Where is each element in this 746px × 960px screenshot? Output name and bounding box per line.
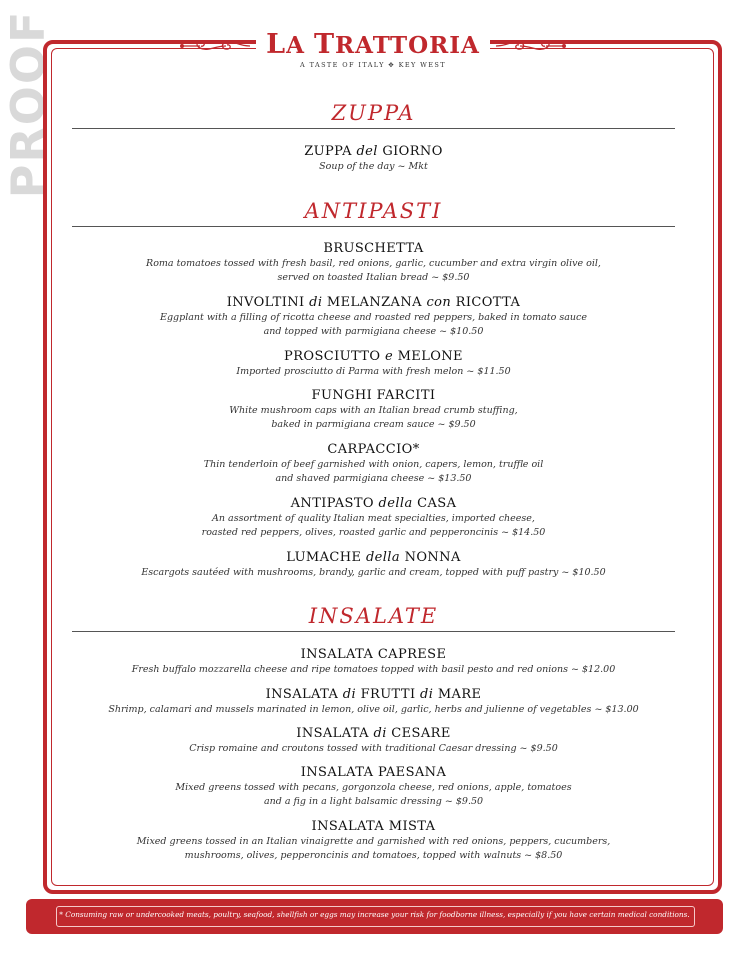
menu-item-name bbox=[72, 818, 675, 835]
flourish-right-icon bbox=[494, 38, 568, 54]
menu-item-name-italic: della bbox=[378, 496, 413, 511]
menu-item-name-part: RICOTTA bbox=[451, 295, 521, 310]
section-divider bbox=[72, 226, 675, 227]
menu-item-name bbox=[72, 348, 675, 365]
menu-item-name-italic: di bbox=[420, 687, 434, 702]
menu-item-description: Shrimp, calamari and mussels marinated in lemon, olive oil, garlic, herbs and julienne of vegetables ~ $13.00 bbox=[108, 704, 639, 715]
section-insalate bbox=[72, 603, 675, 632]
menu-item bbox=[72, 725, 675, 756]
menu-item-name bbox=[72, 143, 675, 160]
menu-item-name-part: MELONE bbox=[393, 349, 463, 364]
menu-item-name-part: NONNA bbox=[400, 550, 461, 565]
menu-item-name bbox=[72, 764, 675, 781]
menu-item-name-part: INVOLTINI bbox=[226, 295, 310, 310]
menu-item-name bbox=[72, 686, 675, 703]
menu-item bbox=[72, 348, 675, 379]
restaurant-tagline: A TASTE OF ITALY ✥ KEY WEST bbox=[300, 61, 446, 69]
disclaimer-text: * Consuming raw or undercooked meats, poultry, seafood, shellfish or eggs may increase your risk for foodborne illness, especially if you have certain medical conditions. bbox=[59, 910, 690, 919]
menu-item-name-italic: di bbox=[342, 687, 357, 702]
menu-item-name bbox=[72, 240, 675, 257]
section-title: INSALATE bbox=[308, 604, 439, 628]
menu-item-name bbox=[72, 549, 675, 566]
restaurant-name bbox=[266, 29, 480, 60]
menu-item-name-part: MARE bbox=[433, 687, 482, 702]
section-title: ZUPPA bbox=[331, 101, 416, 125]
menu-item-name-part: FUNGHI FARCITI bbox=[311, 388, 436, 403]
menu-item-description: Mixed greens tossed with pecans, gorgonzola cheese, red onions, apple, tomatoes bbox=[175, 782, 572, 793]
menu-item bbox=[72, 240, 675, 285]
menu-item-description: Crisp romaine and croutons tossed with traditional Caesar dressing ~ $9.50 bbox=[189, 743, 558, 754]
section-zuppa bbox=[72, 100, 675, 129]
logo-box bbox=[256, 28, 490, 69]
menu-item bbox=[72, 387, 675, 432]
menu-item-name-italic: e bbox=[384, 349, 394, 364]
menu-item-description: and a fig in a light balsamic dressing ~ $9.50 bbox=[263, 796, 484, 807]
menu-item-name-part: ZUPPA bbox=[304, 144, 357, 159]
menu-item-description: roasted red peppers, olives, roasted garlic and pepperoncinis ~ $14.50 bbox=[201, 527, 546, 538]
menu-item-description: mushrooms, olives, pepperoncinis and tomatoes, topped with walnuts ~ $8.50 bbox=[184, 850, 563, 861]
menu-item-name-italic: con bbox=[426, 295, 452, 310]
menu-item-name bbox=[72, 495, 675, 512]
menu-item-name-part: INSALATA bbox=[296, 726, 374, 741]
menu-item-name-part: GIORNO bbox=[377, 144, 443, 159]
menu-item bbox=[72, 143, 675, 174]
menu-item-name-part: CARPACCIO* bbox=[327, 442, 420, 457]
logo-text-rattoria: RATTORIA bbox=[335, 32, 480, 59]
menu-item-description: Soup of the day ~ Mkt bbox=[319, 161, 428, 172]
logo-letter-t: T bbox=[313, 29, 336, 60]
menu-item-description: Roma tomatoes tossed with fresh basil, red onions, garlic, cucumber and extra virgin olive oil, bbox=[146, 258, 601, 269]
menu-item-description: Fresh buffalo mozzarella cheese and ripe tomatoes topped with basil pesto and red onions ~ $12.00 bbox=[131, 664, 616, 675]
menu-item-name-italic: di bbox=[309, 295, 323, 310]
menu-item-name bbox=[72, 387, 675, 404]
menu-item-description: An assortment of quality Italian meat specialties, imported cheese, bbox=[212, 513, 535, 524]
menu-item-name-italic: di bbox=[373, 726, 387, 741]
section-antipasti bbox=[72, 198, 675, 227]
menu-item-name bbox=[72, 441, 675, 458]
menu-item-name-part: LUMACHE bbox=[286, 550, 366, 565]
menu-item-name-part: INSALATA CAPRESE bbox=[300, 647, 447, 662]
menu-item bbox=[72, 495, 675, 540]
menu-item-description: baked in parmigiana cream sauce ~ $9.50 bbox=[271, 419, 476, 430]
menu-item bbox=[72, 764, 675, 809]
menu-item-description: Thin tenderloin of beef garnished with onion, capers, lemon, truffle oil bbox=[203, 459, 544, 470]
logo-text-a: A bbox=[286, 32, 314, 59]
menu-item bbox=[72, 549, 675, 580]
restaurant-logo bbox=[0, 28, 746, 76]
menu-item bbox=[72, 818, 675, 863]
menu-item-description: served on toasted Italian bread ~ $9.50 bbox=[277, 272, 470, 283]
menu-item bbox=[72, 686, 675, 717]
menu-item-name-italic: della bbox=[365, 550, 401, 565]
menu-item bbox=[72, 441, 675, 486]
menu-item-description: and topped with parmigiana cheese ~ $10.50 bbox=[263, 326, 484, 337]
menu-item-name-part: INSALATA MISTA bbox=[311, 819, 436, 834]
menu-item-name bbox=[72, 725, 675, 742]
menu-item-name-part: CASA bbox=[412, 496, 457, 511]
disclaimer-banner bbox=[26, 899, 723, 934]
menu-item-name bbox=[72, 646, 675, 663]
logo-letter-l: L bbox=[266, 29, 287, 60]
menu-item-name-part: BRUSCHETTA bbox=[323, 241, 424, 256]
menu-item-description: Mixed greens tossed in an Italian vinaigrette and garnished with red onions, peppers, cucumbers, bbox=[136, 836, 611, 847]
menu-item-description: Escargots sautéed with mushrooms, brandy, garlic and cream, topped with puff pastry ~ $10.50 bbox=[141, 567, 606, 578]
menu-item-name-part: INSALATA PAESANA bbox=[300, 765, 447, 780]
menu-item-name-part: ANTIPASTO bbox=[290, 496, 379, 511]
menu-item-description: White mushroom caps with an Italian bread crumb stuffing, bbox=[229, 405, 518, 416]
flourish-left-icon bbox=[178, 38, 252, 54]
menu-item-name-part: FRUTTI bbox=[356, 687, 421, 702]
menu-item-name bbox=[72, 294, 675, 311]
menu-item bbox=[72, 646, 675, 677]
menu-item-name-part: PROSCIUTTO bbox=[284, 349, 385, 364]
menu-item-name-part: MELANZANA bbox=[322, 295, 427, 310]
menu-item-description: Imported prosciutto di Parma with fresh melon ~ $11.50 bbox=[236, 366, 511, 377]
section-divider bbox=[72, 128, 675, 129]
menu-item-description: Eggplant with a filling of ricotta cheese and roasted red peppers, baked in tomato sauce bbox=[160, 312, 587, 323]
menu-item-name-italic: del bbox=[356, 144, 378, 159]
section-title: ANTIPASTI bbox=[304, 199, 443, 223]
menu-item-description: and shaved parmigiana cheese ~ $13.50 bbox=[275, 473, 472, 484]
menu-item bbox=[72, 294, 675, 339]
menu-item-name-part: CESARE bbox=[386, 726, 451, 741]
menu-item-name-part: INSALATA bbox=[265, 687, 343, 702]
proof-watermark-text: PROOF bbox=[1, 9, 55, 199]
section-divider bbox=[72, 631, 675, 632]
